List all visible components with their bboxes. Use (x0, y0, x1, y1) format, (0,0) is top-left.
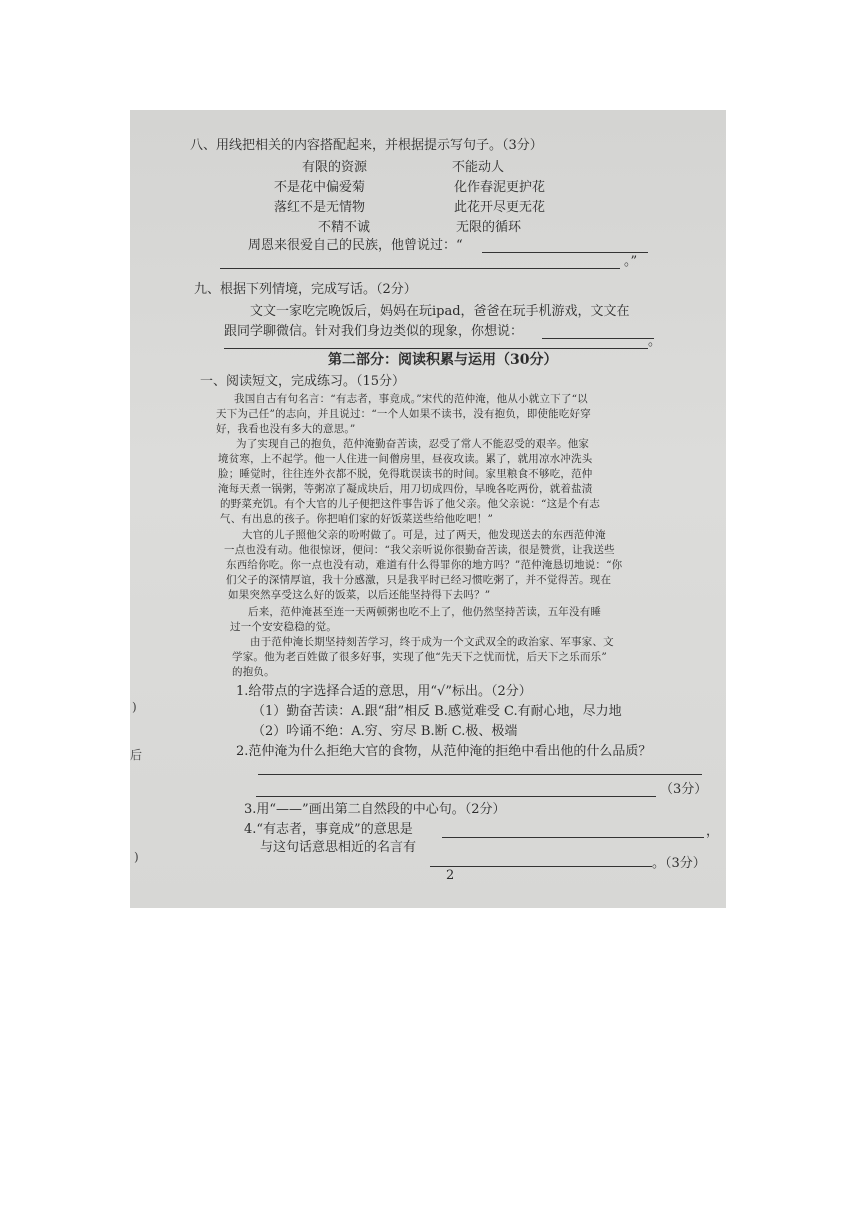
answer-line (258, 774, 702, 775)
answer-line (542, 338, 654, 339)
reading-line: 好，我看也没有多大的意思。” (216, 423, 356, 435)
match-right-1: 不能动人 (452, 160, 505, 175)
reading-line: 的野菜充饥。有个大官的儿子便把这件事告诉了他父亲。他父亲说：“这是个有志 (220, 498, 601, 510)
question-1-option-a: （1）勤奋苦读：A.跟“甜”相反 B.感觉难受 C.有耐心地，尽力地 (252, 704, 622, 719)
section9-end: 。 (648, 334, 662, 349)
reading-line: 大官的儿子照他父亲的吩咐做了。可是，过了两天，他发现送去的东西范仲淹 (242, 529, 606, 541)
reading-line: 后来，范仲淹甚至连一天两顿粥也吃不上了，他仍然坚持苦读，五年没有睡 (248, 606, 602, 618)
reading-line: 的抱负。 (232, 666, 275, 678)
question-4a-end: ， (706, 824, 720, 839)
question-2-score: （3分） (660, 782, 708, 797)
match-right-4: 无限的循环 (456, 220, 522, 235)
match-left-1: 有限的资源 (302, 160, 368, 175)
reading-title: 一、阅读短文，完成练习。（15分） (200, 374, 406, 389)
answer-line (220, 268, 620, 269)
answer-line (482, 252, 648, 253)
question-4b-end: 。（3分） (652, 856, 706, 871)
answer-line (256, 796, 656, 797)
reading-line: 为了实现自己的抱负，范仲淹勤奋苦读，忍受了常人不能忍受的艰辛。他家 (236, 438, 590, 450)
page-number: 2 (446, 868, 455, 883)
answer-line (224, 348, 648, 349)
section9-line2: 跟同学聊微信。针对我们身边类似的现象，你想说： (224, 324, 524, 339)
match-right-3: 此花开尽更无花 (454, 200, 546, 215)
reading-line: 如果突然享受这么好的饭菜，以后还能坚持得下去吗？” (228, 589, 491, 601)
answer-line (442, 837, 704, 838)
section9-title: 九、根据下列情境，完成写话。（2分） (194, 282, 417, 297)
reading-line: 我国自古有句名言：“有志者，事竟成。”宋代的范仲淹，他从小就立下了“以 (234, 393, 588, 405)
margin-fragment: 后 (130, 748, 143, 762)
reading-line: 天下为己任”的志向，并且说过：“一个人如果不读书，没有抱负，即使能吃好穿 (216, 408, 591, 420)
match-left-2: 不是花中偏爱菊 (274, 180, 366, 195)
reading-line: 淹每天煮一锅粥，等粥凉了凝成块后，用刀切成四份，早晚各吃两份，就着盐渍 (218, 483, 593, 495)
match-left-3: 落红不是无情物 (274, 200, 366, 215)
reading-line: 由于范仲淹长期坚持刻苦学习，终于成为一个文武双全的政治家、军事家、文 (250, 636, 614, 648)
reading-line: 们父子的深情厚谊，我十分感激，只是我平时已经习惯吃粥了，并不觉得苦。现在 (226, 574, 612, 586)
margin-fragment: ) (134, 850, 139, 864)
question-1-option-b: （2）吟诵不绝：A.穷、穷尽 B.断 C.极、极端 (252, 724, 518, 739)
match-right-2: 化作春泥更护花 (454, 180, 546, 195)
section8-prompt: 周恩来很爱自己的民族，他曾说过：“ (248, 238, 463, 253)
question-2: 2.范仲淹为什么拒绝大官的食物，从范仲淹的拒绝中看出他的什么品质？ (236, 744, 652, 759)
question-4a: 4.“有志者，事竟成”的意思是 (244, 822, 413, 837)
reading-line: 气、有出息的孩子。你把咱们家的好饭菜送些给他吃吧！” (220, 513, 494, 525)
scanned-exam-page (130, 110, 726, 908)
question-1: 1.给带点的字选择合适的意思，用“√”标出。（2分） (236, 684, 532, 699)
match-left-4: 不精不诚 (318, 220, 371, 235)
question-4b: 与这句话意思相近的名言有 (260, 840, 417, 855)
section9-line1: 文文一家吃完晚饭后，妈妈在玩ipad，爸爸在玩手机游戏，文文在 (250, 304, 630, 319)
reading-line: 学家。他为老百姓做了很多好事，实现了他“先天下之忧而忧，后天下之乐而乐” (232, 651, 607, 663)
section8-end: 。” (624, 254, 638, 269)
reading-line: 境贫寒，上不起学。他一人住进一间僧房里，昼夜攻读。累了，就用凉水冲洗头 (218, 453, 593, 465)
reading-line: 过一个安安稳稳的觉。 (230, 621, 337, 633)
margin-fragment: ) (132, 700, 137, 714)
question-3: 3.用“——”画出第二自然段的中心句。（2分） (244, 802, 506, 817)
reading-line: 一点也没有动。他很惊讶，便问：“我父亲听说你很勤奋苦读，很是赞赏，让我送些 (224, 544, 615, 556)
reading-line: 脸；睡觉时，往往连外衣都不脱，免得耽误读书的时间。家里粮食不够吃，范仲 (218, 468, 593, 480)
answer-line (430, 866, 652, 867)
section8-title: 八、用线把相关的内容搭配起来，并根据提示写句子。（3分） (190, 138, 543, 153)
reading-line: 东西给你吃。你一点也没有动，难道有什么得罪你的地方吗？”范仲淹恳切地说：“你 (226, 559, 623, 571)
part2-title: 第二部分：阅读积累与运用（30分） (328, 352, 558, 368)
